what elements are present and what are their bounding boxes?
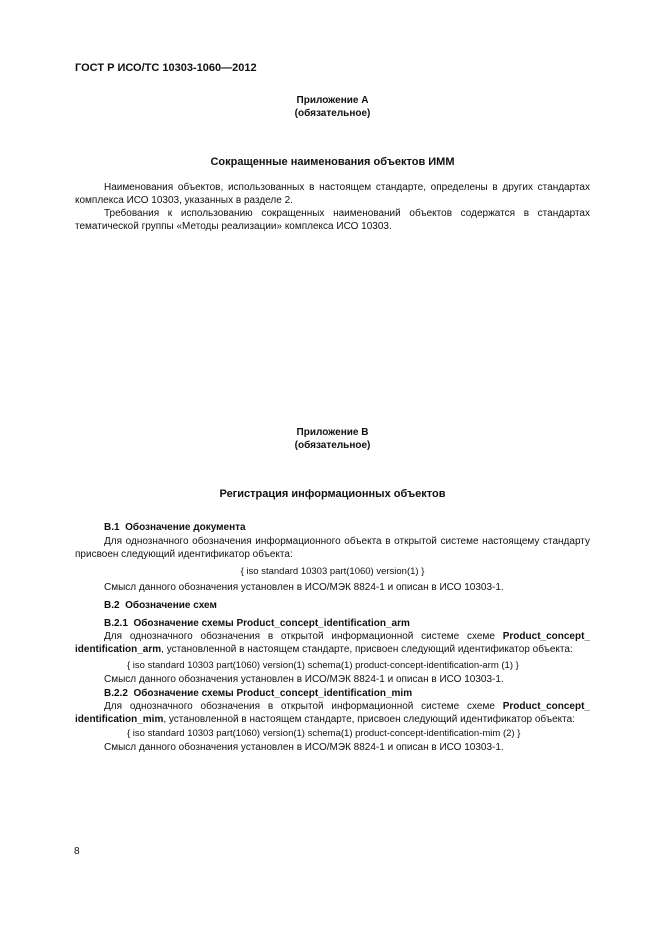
annex-a-label: Приложение А xyxy=(296,95,369,106)
annex-b-label: Приложение В xyxy=(296,427,369,438)
schema-arm-object-identifier: { iso standard 10303 part(1060) version(1) schema(1) product-concept-identification-arm (1) } xyxy=(127,660,519,671)
annex-a-status: (обязательное) xyxy=(294,108,371,119)
b21-schema-name-part2: identification_arm xyxy=(75,644,162,655)
b22-schema-name-part2: identification_mim xyxy=(75,714,164,725)
b22-paragraph-text-post: , установленной в настоящем стандарте, присвоен следующий идентификатор объекта: xyxy=(163,714,575,725)
annex-b-title: Регистрация информационных объектов xyxy=(219,488,446,500)
section-b1-paragraph: Для однозначного обозначения информационного объекта в открытой системе настоящему стандарту присвоен следующий идентификатор объекта: xyxy=(75,536,590,560)
b21-paragraph-text-post: , установленной в настоящем стандарте, присвоен следующий идентификатор объекта: xyxy=(161,644,573,655)
annex-a-title: Сокращенные наименования объектов ИММ xyxy=(210,156,455,168)
page-number: 8 xyxy=(74,846,80,857)
b21-paragraph-text-pre: Для однозначного обозначения в открытой информационной системе схеме xyxy=(104,631,503,642)
annex-a-paragraph-2: Требования к использованию сокращенных наименований объектов содержатся в стандартах тематической группы «Методы реализации» комплекса ИСО 10303. xyxy=(75,208,590,232)
b22-schema-name-part1: Product_concept_ xyxy=(502,701,590,712)
annex-a-paragraph-1: Наименования объектов, использованных в настоящем стандарте, определены в других стандартах комплекса ИСО 10303, указанных в разделе 2. xyxy=(75,182,590,206)
section-b2-heading: В.2 Обозначение схем xyxy=(104,600,217,611)
section-b21-paragraph xyxy=(75,630,590,656)
section-b22-note: Смысл данного обозначения установлен в ИСО/МЭК 8824-1 и описан в ИСО 10303-1. xyxy=(104,742,504,753)
b22-paragraph-text-pre: Для однозначного обозначения в открытой информационной системе схеме xyxy=(104,701,503,712)
annex-b-status: (обязательное) xyxy=(294,440,371,451)
running-header: ГОСТ Р ИСО/ТС 10303-1060—2012 xyxy=(75,62,257,74)
schema-mim-object-identifier: { iso standard 10303 part(1060) version(1) schema(1) product-concept-identification-mim (2) } xyxy=(127,728,521,739)
section-b21-note: Смысл данного обозначения установлен в ИСО/МЭК 8824-1 и описан в ИСО 10303-1. xyxy=(104,674,504,685)
section-b22-heading: В.2.2 Обозначение схемы Product_concept_identification_mim xyxy=(104,688,413,699)
document-object-identifier: { iso standard 10303 part(1060) version(1) } xyxy=(240,566,425,577)
section-b21-heading: В.2.1 Обозначение схемы Product_concept_identification_arm xyxy=(104,618,410,629)
section-b22-paragraph xyxy=(75,700,590,726)
b21-schema-name-part1: Product_concept_ xyxy=(502,631,590,642)
section-b1-note: Смысл данного обозначения установлен в ИСО/МЭК 8824-1 и описан в ИСО 10303-1. xyxy=(104,582,504,593)
section-b1-heading: В.1 Обозначение документа xyxy=(104,522,246,533)
